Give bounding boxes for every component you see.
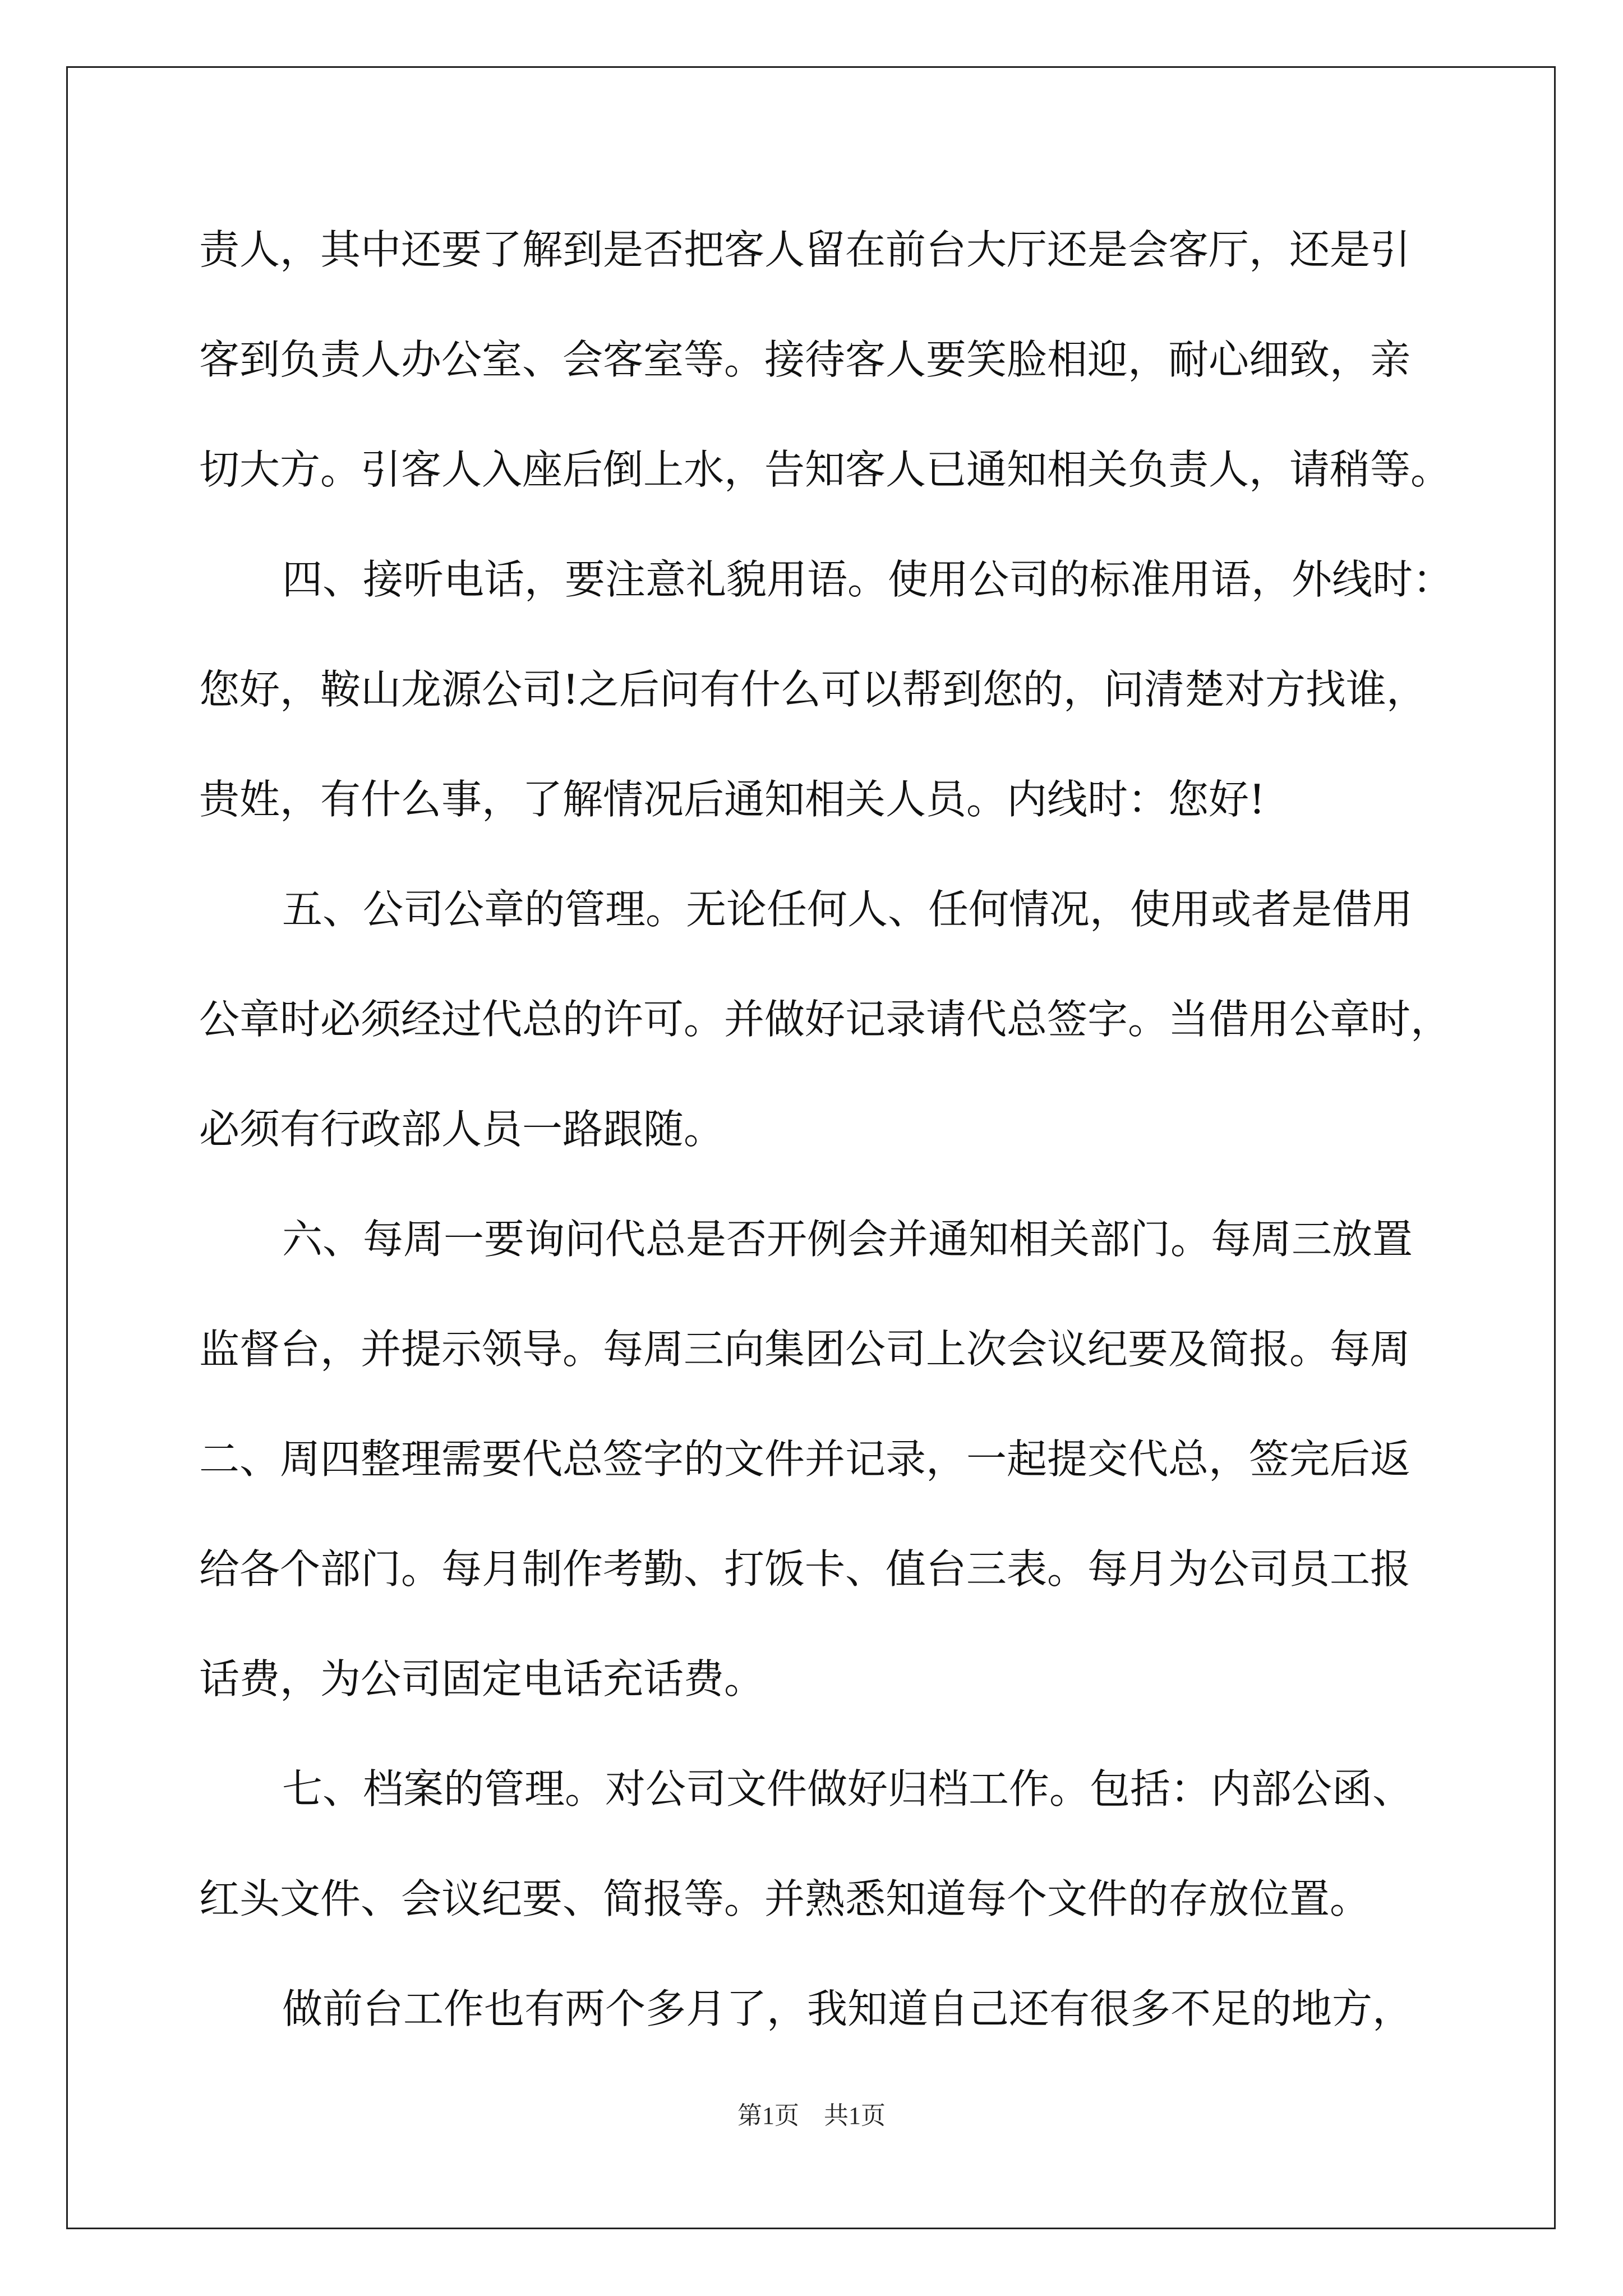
text-line: 切大方。引客人入座后倒上水，告知客人已通知相关负责人，请稍等。 xyxy=(199,446,1451,493)
text-line: 二、周四整理需要代总签字的文件并记录，一起提交代总，签完后返 xyxy=(199,1435,1411,1483)
paragraph-start-line: 做前台工作也有两个多月了，我知道自己还有很多不足的地方， xyxy=(282,1985,1413,2032)
text-line: 您好，鞍山龙源公司!之后问有什么可以帮到您的，问清楚对方找谁， xyxy=(199,666,1427,713)
text-line: 必须有行政部人员一路跟随。 xyxy=(199,1106,725,1153)
text-line: 红头文件、会议纪要、简报等。并熟悉知道每个文件的存放位置。 xyxy=(199,1875,1371,1922)
paragraph-start-line: 七、档案的管理。对公司文件做好归档工作。包括：内部公函、 xyxy=(282,1765,1413,1812)
paragraph-start-line: 六、每周一要询问代总是否开例会并通知相关部门。每周三放置 xyxy=(282,1216,1413,1263)
page-number: 第1页 共1页 xyxy=(737,2102,886,2129)
paragraph-start-line: 五、公司公章的管理。无论任何人、任何情况，使用或者是借用 xyxy=(282,886,1413,933)
text-line: 监督台，并提示领导。每周三向集团公司上次会议纪要及简报。每周 xyxy=(199,1326,1411,1373)
text-line: 公章时必须经过代总的许可。并做好记录请代总签字。当借用公章时， xyxy=(199,996,1451,1043)
text-line: 责人，其中还要了解到是否把客人留在前台大厅还是会客厅，还是引 xyxy=(199,226,1411,273)
text-line: 话费，为公司固定电话充话费。 xyxy=(199,1655,765,1703)
text-line: 贵姓，有什么事，了解情况后通知相关人员。内线时：您好! xyxy=(199,776,1265,823)
text-line: 给各个部门。每月制作考勤、打饭卡、值台三表。每月为公司员工报 xyxy=(199,1545,1411,1593)
paragraph-start-line: 四、接听电话，要注意礼貌用语。使用公司的标准用语，外线时： xyxy=(282,556,1454,603)
text-line: 客到负责人办公室、会客室等。接待客人要笑脸相迎，耐心细致，亲 xyxy=(199,336,1411,383)
